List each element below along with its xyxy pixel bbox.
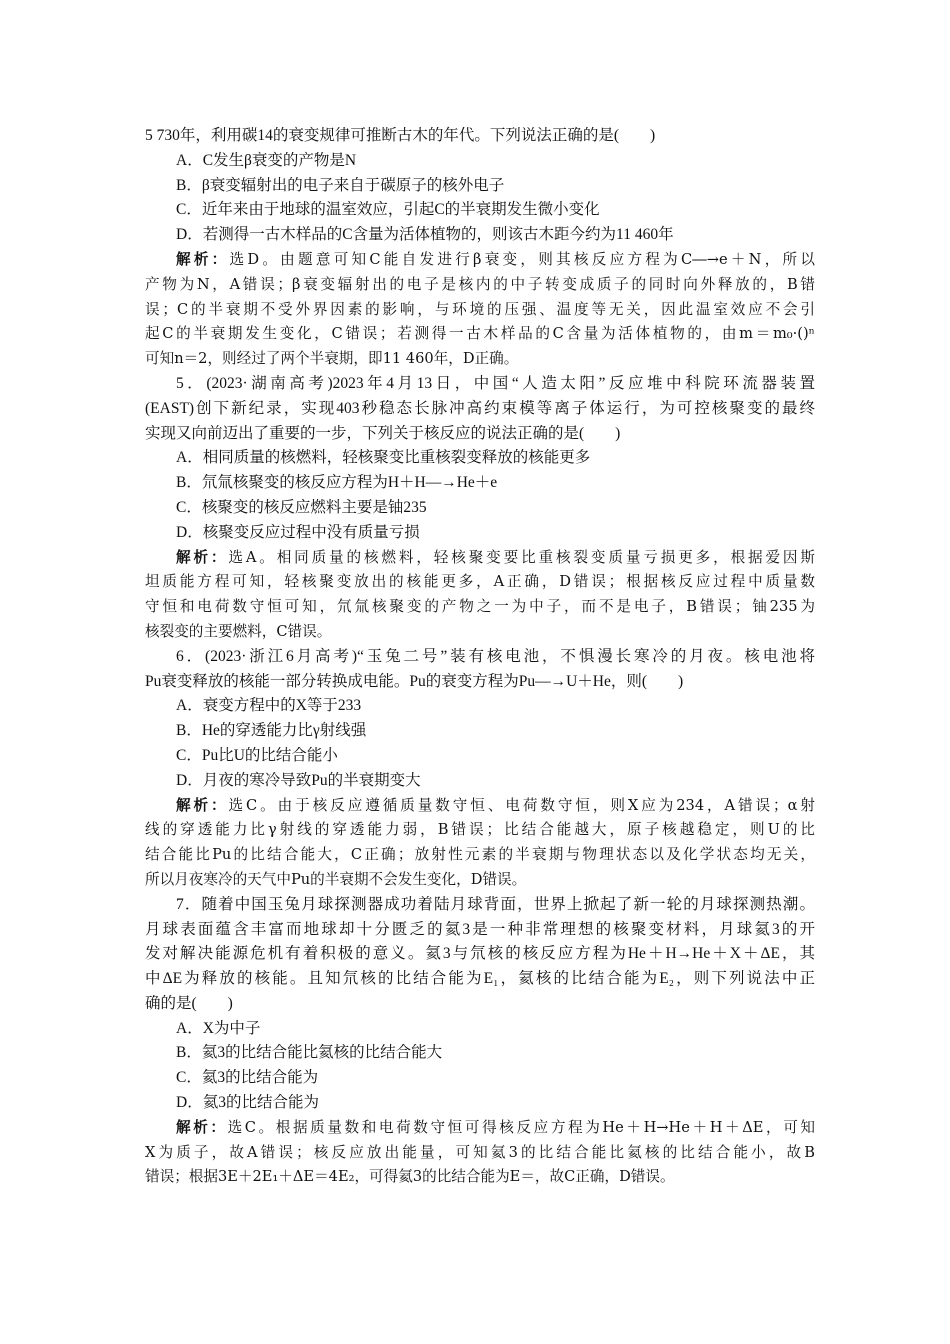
line-text: D．若测得一古木样品的C含量为活体植物的，则该古木距今约为11 460年 bbox=[176, 226, 674, 244]
question-line bbox=[145, 769, 815, 794]
line-text: B．He的穿透能力比γ射线强 bbox=[176, 722, 367, 740]
line-text: 核裂变的主要燃料，C错误。 bbox=[145, 622, 332, 640]
solution-line bbox=[145, 843, 815, 868]
question-line bbox=[145, 149, 815, 174]
solution-line bbox=[145, 273, 815, 298]
question-line bbox=[145, 223, 815, 248]
question-line bbox=[145, 1041, 815, 1066]
line-text: 月球表面蕴含丰富而地球却十分匮乏的氦3是一种非常理想的核聚变材料，月球氦3的开 bbox=[145, 920, 815, 938]
line-text: A．C发生β衰变的产物是N bbox=[176, 151, 357, 169]
question-line bbox=[145, 422, 815, 447]
question-line bbox=[145, 744, 815, 769]
line-text: 所以月夜寒冷的天气中Pu的半衰期不会发生变化，D错误。 bbox=[145, 870, 527, 888]
question-line bbox=[145, 124, 815, 149]
line-text: 选D。由题意可知C能自发进行β衰变，则其核反应方程为C―→e＋N，所以 bbox=[229, 250, 815, 268]
solution-line bbox=[145, 546, 815, 571]
line-text: 7．随着中国玉兔月球探测器成功着陆月球背面，世界上掀起了新一轮的月球探测热潮。 bbox=[176, 895, 815, 913]
solution-label: 解析： bbox=[176, 548, 229, 566]
line-text: 可知n＝2，则经过了两个半衰期，即11 460年，D正确。 bbox=[145, 350, 519, 368]
question-line bbox=[145, 471, 815, 496]
line-text: 误；C的半衰期不受外界因素的影响，与环境的压强、温度等无关，因此温室效应不会引 bbox=[145, 300, 815, 318]
line-text: (EAST)创下新纪录，实现403秒稳态长脉冲高约束模等离子体运行，为可控核聚变的最终 bbox=[145, 399, 815, 417]
question-line bbox=[145, 372, 815, 397]
line-text: 6．(2023·浙江6月高考)“玉兔二号”装有核电池，不惧漫长寒冷的月夜。核电池将 bbox=[176, 647, 815, 665]
line-text: B．氦3的比结合能比氦核的比结合能大 bbox=[176, 1044, 443, 1062]
question-line bbox=[145, 496, 815, 521]
line-text: 坦质能方程可知，轻核聚变放出的核能更多，A正确，D错误；根据核反应过程中质量数 bbox=[145, 573, 815, 591]
question-line bbox=[145, 1017, 815, 1042]
solution-line bbox=[145, 868, 815, 893]
document-page bbox=[145, 124, 815, 1190]
line-text: D．氦3的比结合能为 bbox=[176, 1094, 319, 1112]
solution-label: 解析： bbox=[176, 250, 230, 268]
solution-line bbox=[145, 1165, 815, 1190]
line-text: 发对解决能源危机有着积极的意义。氦3与氘核的核反应方程为He＋H→He＋X＋ΔE，其 bbox=[145, 945, 815, 963]
question-line bbox=[145, 521, 815, 546]
line-text: C．近年来由于地球的温室效应，引起C的半衰期发生微小变化 bbox=[176, 201, 600, 219]
line-text: D．核聚变反应过程中没有质量亏损 bbox=[176, 523, 420, 541]
line-text: A．相同质量的核燃料，轻核聚变比重核裂变释放的核能更多 bbox=[176, 449, 591, 467]
line-text: 中ΔE为释放的核能。且知氘核的比结合能为E₁，氦核的比结合能为E₂，则下列说法中正 bbox=[145, 970, 815, 988]
question-line bbox=[145, 1066, 815, 1091]
question-line bbox=[145, 1091, 815, 1116]
solution-line bbox=[145, 570, 815, 595]
line-text: 错误；根据3E＋2E₁＋ΔE＝4E₂，可得氦3的比结合能为E＝，故C正确，D错误。 bbox=[145, 1168, 675, 1186]
solution-line bbox=[145, 298, 815, 323]
line-text: 实现又向前迈出了重要的一步，下列关于核反应的说法正确的是( ) bbox=[145, 424, 621, 442]
line-text: Pu衰变释放的核能一部分转换成电能。Pu的衰变方程为Pu―→U＋He，则( ) bbox=[145, 672, 684, 690]
line-text: 结合能比Pu的比结合能大，C正确；放射性元素的半衰期与物理状态以及化学状态均无关， bbox=[145, 846, 815, 864]
line-text: 确的是( ) bbox=[145, 994, 233, 1012]
solution-line bbox=[145, 1141, 815, 1166]
line-text: 5 730年，利用碳14的衰变规律可推断古木的年代。下列说法正确的是( ) bbox=[145, 127, 656, 144]
line-text: X为质子，故A错误；核反应放出能量，可知氦3的比结合能比氦核的比结合能小，故B bbox=[145, 1143, 815, 1161]
question-line bbox=[145, 670, 815, 695]
solution-line bbox=[145, 1116, 815, 1141]
question-line bbox=[145, 992, 815, 1017]
line-text: B．氘氚核聚变的核反应方程为H＋H―→He＋e bbox=[176, 474, 498, 492]
line-text: 守恒和电荷数守恒可知，氘氚核聚变的产物之一为中子，而不是电子，B错误；铀235为 bbox=[145, 598, 815, 616]
line-text: 起C的半衰期发生变化，C错误；若测得一古木样品的C含量为活体植物的，由m＝m₀·()ⁿ bbox=[145, 325, 815, 343]
line-text: A．衰变方程中的X等于233 bbox=[176, 697, 362, 715]
question-line bbox=[145, 645, 815, 670]
line-text: 产物为N，A错误；β衰变辐射出的电子是核内的中子转变成质子的同时向外释放的，B错 bbox=[145, 275, 815, 293]
line-text: A．X为中子 bbox=[176, 1019, 261, 1037]
question-line bbox=[145, 198, 815, 223]
line-text: C．核聚变的核反应燃料主要是铀235 bbox=[176, 498, 427, 516]
line-text: 选A。相同质量的核燃料，轻核聚变要比重核裂变质量亏损更多，根据爱因斯 bbox=[228, 548, 815, 566]
line-text: D．月夜的寒冷导致Pu的半衰期变大 bbox=[176, 771, 421, 789]
solution-label: 解析： bbox=[176, 796, 229, 814]
question-line bbox=[145, 967, 815, 992]
line-text: B．β衰变辐射出的电子来自于碳原子的核外电子 bbox=[176, 176, 505, 194]
solution-line bbox=[145, 248, 815, 273]
question-line bbox=[145, 918, 815, 943]
solution-line bbox=[145, 818, 815, 843]
question-line bbox=[145, 446, 815, 471]
line-text: 选C。根据质量数和电荷数守恒可得核反应方程为He＋H→He＋H＋ΔE，可知 bbox=[227, 1118, 815, 1136]
solution-line bbox=[145, 620, 815, 645]
line-text: 5．(2023·湖南高考)2023年4月13日，中国“人造太阳”反应堆中科院环流器装置 bbox=[176, 374, 815, 392]
question-line bbox=[145, 174, 815, 199]
solution-line bbox=[145, 794, 815, 819]
solution-label: 解析： bbox=[176, 1118, 228, 1136]
solution-line bbox=[145, 322, 815, 347]
solution-line bbox=[145, 347, 815, 372]
line-text: C．Pu比U的比结合能小 bbox=[176, 746, 338, 764]
question-line bbox=[145, 694, 815, 719]
line-text: C．氦3的比结合能为 bbox=[176, 1069, 319, 1087]
question-line bbox=[145, 893, 815, 918]
line-text: 线的穿透能力比γ射线的穿透能力弱，B错误；比结合能越大，原子核越稳定，则U的比 bbox=[145, 821, 815, 839]
question-line bbox=[145, 719, 815, 744]
solution-line bbox=[145, 595, 815, 620]
question-line bbox=[145, 942, 815, 967]
question-line bbox=[145, 397, 815, 422]
line-text: 选C。由于核反应遵循质量数守恒、电荷数守恒，则X应为234，A错误；α射 bbox=[228, 796, 815, 814]
